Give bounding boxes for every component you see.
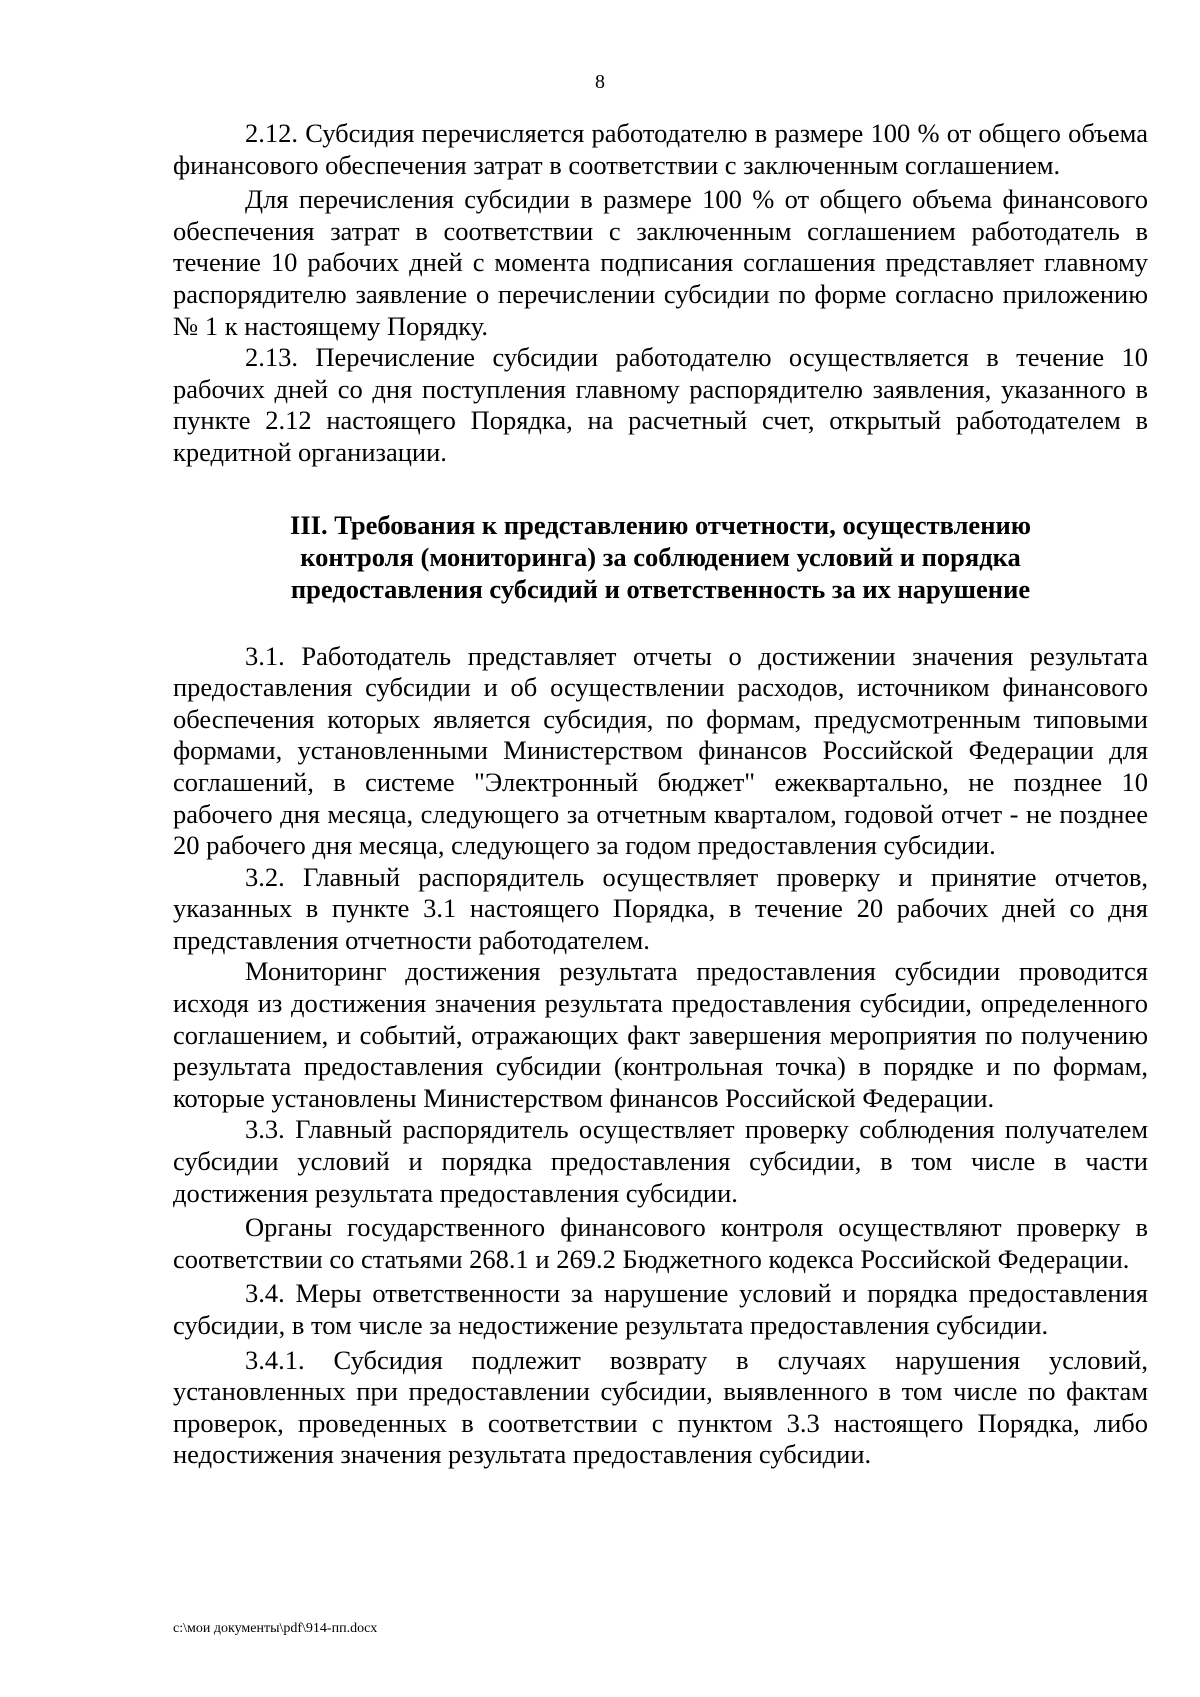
paragraph-2-13: 2.13. Перечисление субсидии работодателю осуществляется в течение 10 рабочих дней со дня поступления главному распорядителю заявления, указанного в пункте 2.12 настоящего Порядка, на расчетный счет, открытый работодателем в кредитной организации. xyxy=(173,342,1148,467)
page-number: 8 xyxy=(595,71,605,93)
paragraph-3-1: 3.1. Работодатель представляет отчеты о достижении значения результата предоставления субсидии и об осуществлении расходов, источником финансового обеспечения которых является субсидия, по формам, предусмотренным типовыми формами, установленными Министерством финансов Российской Федерации для соглашений, в системе "Электронный бюджет" ежеквартально, не позднее 10 рабочего дня месяца, следующего за отчетным кварталом, годовой отчет - не позднее 20 рабочего дня месяца, следующего за годом предоставления субсидии. xyxy=(173,640,1148,861)
paragraph-3-4-1: 3.4.1. Субсидия подлежит возврату в случаях нарушения условий, установленных при предоставлении субсидии, выявленного в том числе по фактам проверок, проведенных в соответствии с пунктом 3.3 настоящего Порядка, либо недостижения значения результата предоставления субсидии. xyxy=(173,1344,1148,1470)
paragraph-monitoring: Мониторинг достижения результата предоставления субсидии проводится исходя из достижения значения результата предоставления субсидии, определенного соглашением, и событий, отражающих факт завершения мероприятия по получению результата предоставления субсидии (контрольная точка) в порядке и по формам, которые установлены Министерством финансов Российской Федерации. xyxy=(173,956,1148,1113)
document-body xyxy=(173,118,1148,1471)
paragraph-3-3: 3.3. Главный распорядитель осуществляет проверку соблюдения получателем субсидии условий и порядка предоставления субсидии, в том числе в части достижения результата предоставления субсидии. xyxy=(173,1114,1148,1208)
paragraph-control-bodies: Органы государственного финансового контроля осуществляют проверку в соответствии со статьями 268.1 и 269.2 Бюджетного кодекса Российской Федерации. xyxy=(173,1212,1148,1274)
paragraph-2-12-transfer: Для перечисления субсидии в размере 100 % от общего объема финансового обеспечения затрат в соответствии с заключенным соглашением работодатель в течение 10 рабочих дней с момента подписания соглашения представляет главному распорядителю заявление о перечислении субсидии по форме согласно приложению № 1 к настоящему Порядку. xyxy=(173,184,1148,341)
section-heading: III. Требования к представлению отчетности, осуществлению контроля (мониторинга) за соблюдением условий и порядка предоставления субсидий и ответственность за их нарушение xyxy=(290,509,1031,604)
footer-file-path: c:\мои документы\pdf\914-пп.docx xyxy=(173,1621,378,1636)
paragraph-3-4: 3.4. Меры ответственности за нарушение условий и порядка предоставления субсидии, в том числе за недостижение результата предоставления субсидии. xyxy=(173,1278,1148,1340)
paragraph-2-12: 2.12. Субсидия перечисляется работодателю в размере 100 % от общего объема финансового обеспечения затрат в соответствии с заключенным соглашением. xyxy=(173,118,1148,180)
paragraph-3-2: 3.2. Главный распорядитель осуществляет проверку и принятие отчетов, указанных в пункте 3.1 настоящего Порядка, в течение 20 рабочих дней со дня представления отчетности работодателем. xyxy=(173,861,1148,955)
